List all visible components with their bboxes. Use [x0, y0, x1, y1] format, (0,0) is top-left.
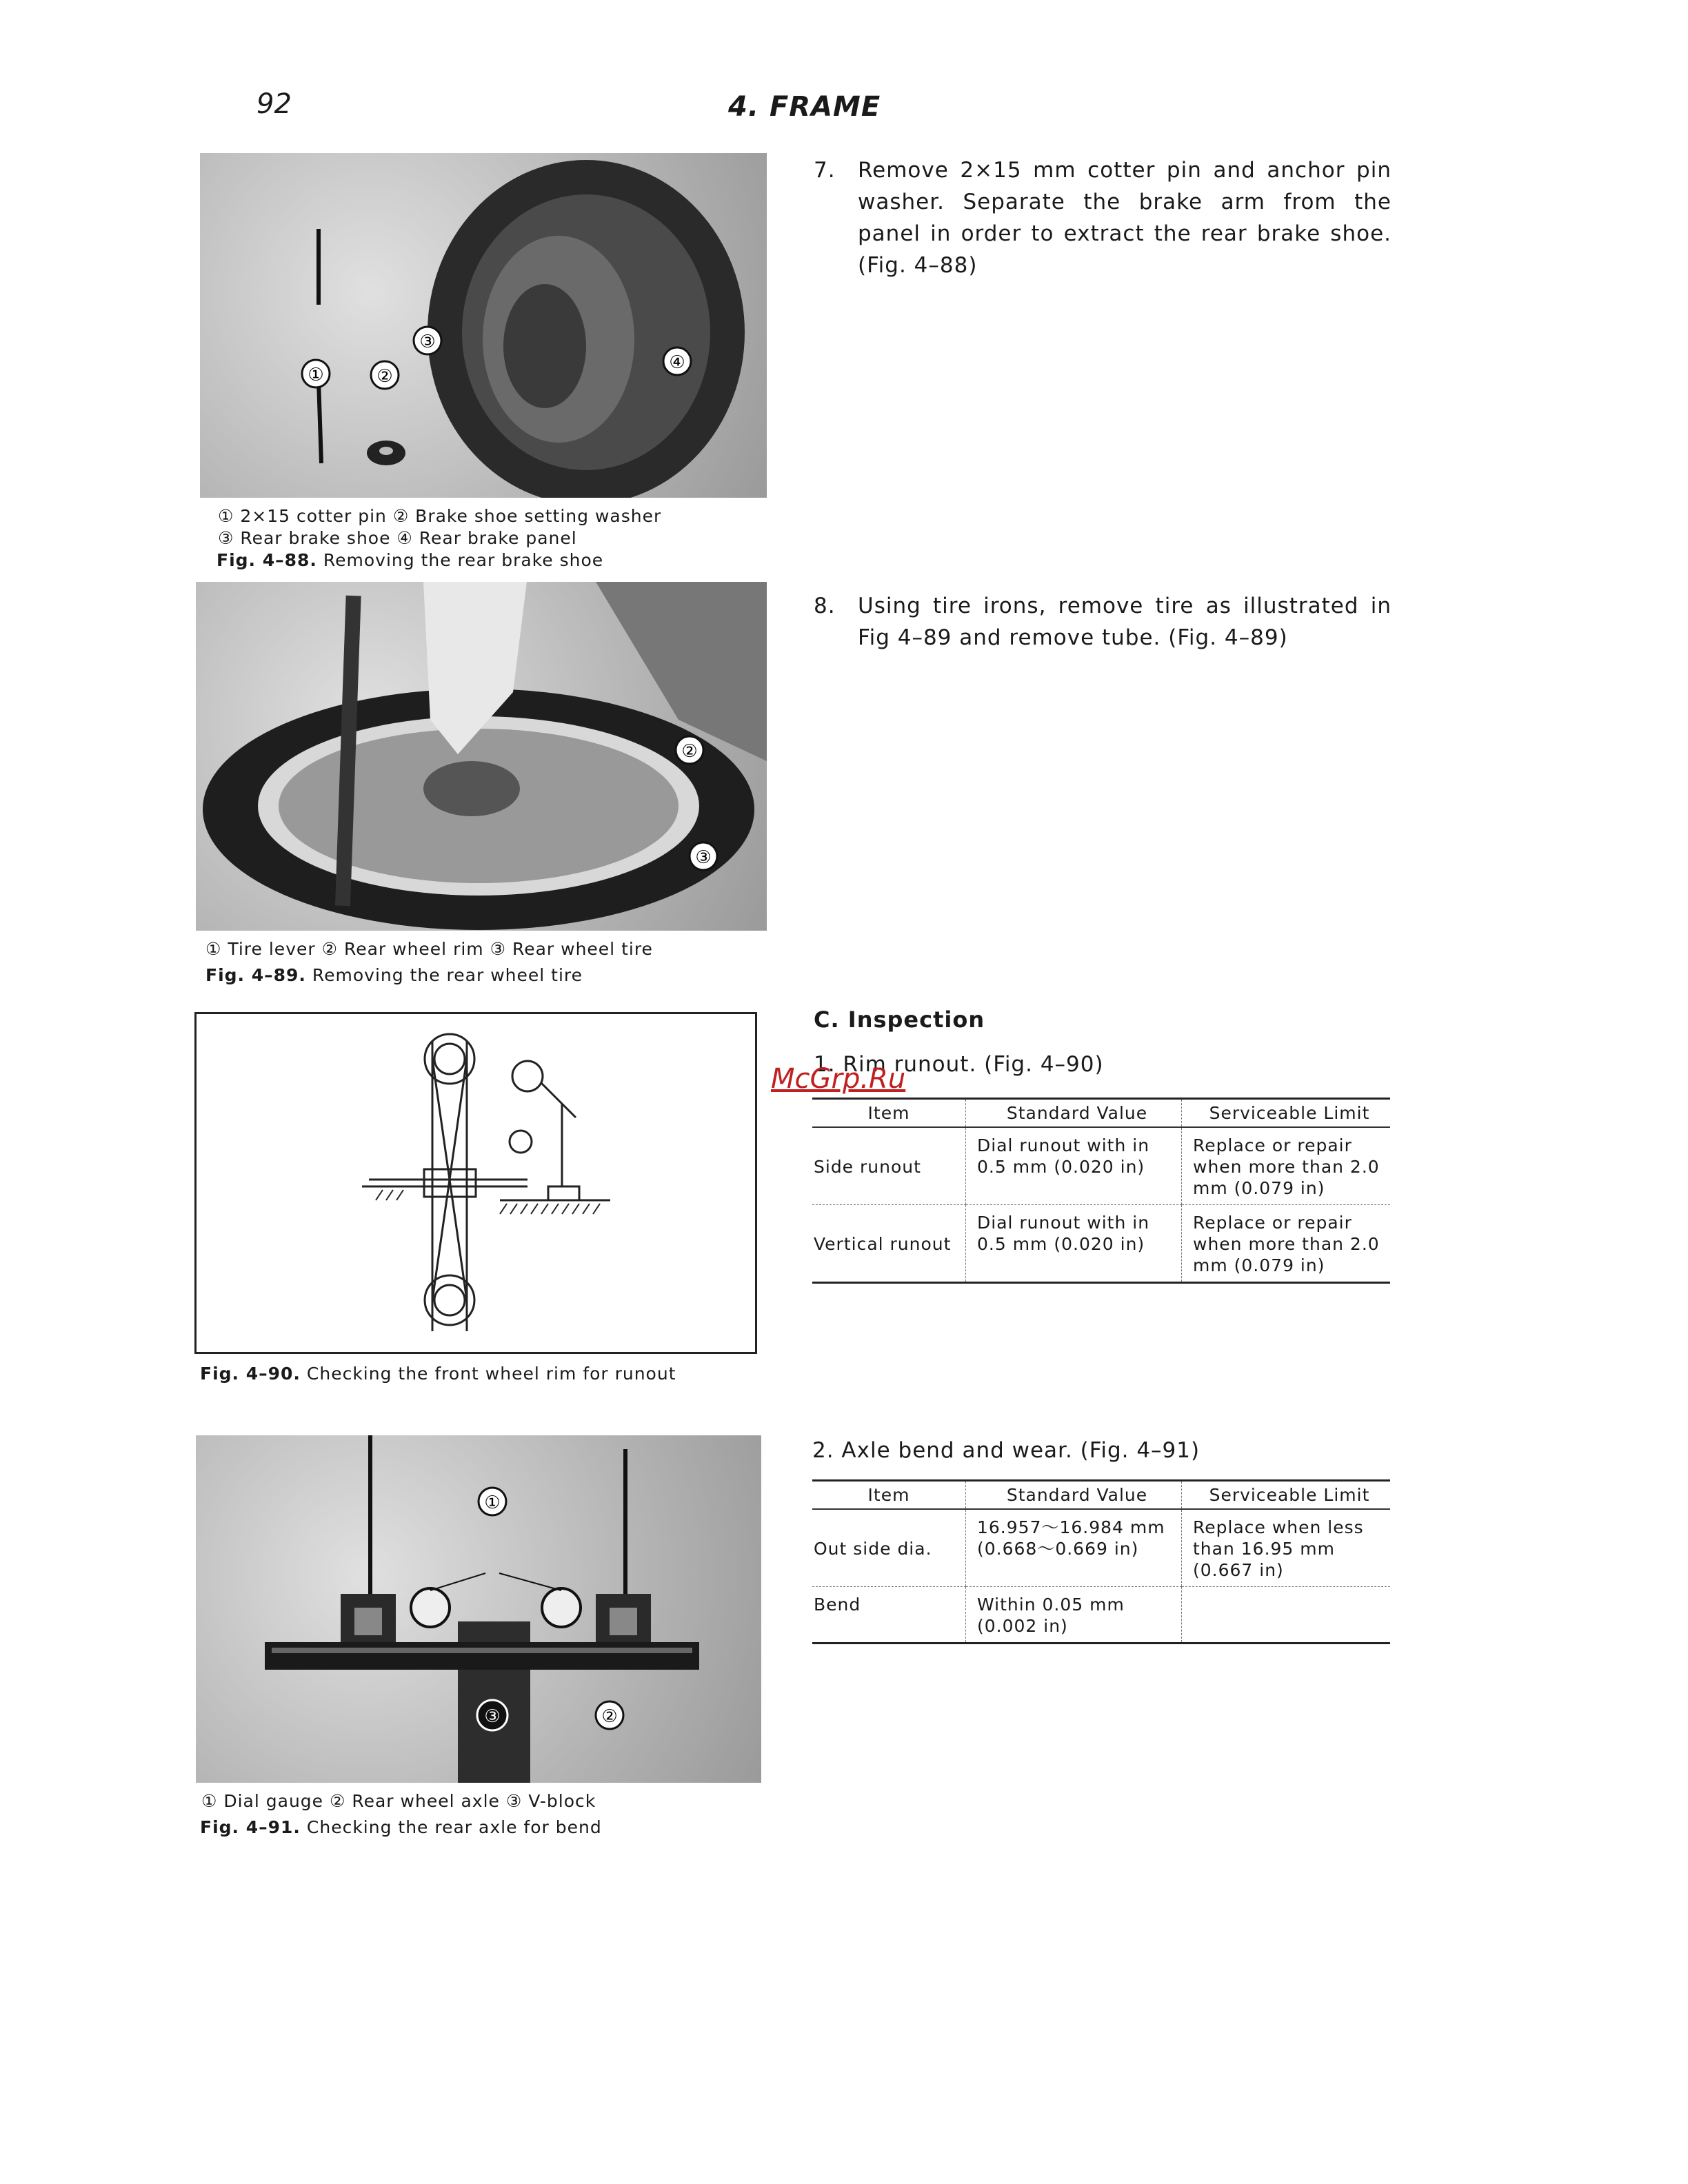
fig-4-89-legend-1: ① Tire lever ② Rear wheel rim ③ Rear wheel tire [205, 939, 653, 959]
fig-label: Fig. 4–88. [217, 550, 317, 570]
callout-1: ① [484, 1493, 501, 1513]
fig-4-90-diagram [194, 1012, 757, 1354]
cell-item: Side runout [812, 1127, 966, 1205]
fig-label: Fig. 4–91. [200, 1817, 301, 1837]
cell-standard: Within 0.05 mm (0.002 in) [966, 1587, 1182, 1644]
step-7-number: 7. [814, 158, 836, 183]
fig-title: Checking the rear axle for bend [306, 1817, 602, 1837]
cell-item: Vertical runout [814, 1234, 952, 1254]
rim-runout-diagram [197, 1014, 755, 1352]
rim-runout-table [812, 1098, 1390, 1284]
cell-limit: Replace when less than 16.95 mm (0.667 in) [1182, 1509, 1391, 1587]
fig-4-89-photo [196, 582, 767, 931]
axle-bend-illustration [196, 1435, 761, 1783]
step-7 [814, 154, 1391, 281]
fig-title: Removing the rear brake shoe [323, 550, 604, 570]
callout-3: ③ [695, 847, 712, 868]
cell-limit: Replace or repair when more than 2.0 mm (0.079 in) [1182, 1205, 1391, 1283]
fig-4-91-legend-1: ① Dial gauge ② Rear wheel axle ③ V-block [201, 1791, 596, 1811]
step-8-text: Using tire irons, remove tire as illustrated in Fig 4–89 and remove tube. (Fig. 4–89) [858, 594, 1391, 650]
callout-1: ① [308, 365, 324, 385]
table-row [812, 1509, 1390, 1587]
callout-4: ④ [669, 352, 685, 373]
watermark: McGrp.Ru [771, 1063, 906, 1095]
callout-3: ③ [419, 332, 436, 352]
col-limit: Serviceable Limit [1182, 1099, 1391, 1128]
step-8 [814, 590, 1391, 654]
table-row [812, 1205, 1390, 1283]
table-row [812, 1127, 1390, 1205]
table-row [812, 1587, 1390, 1644]
fig-label: Fig. 4–90. [200, 1364, 301, 1384]
fig-title: Checking the front wheel rim for runout [306, 1364, 676, 1384]
fig-label: Fig. 4–89. [205, 965, 306, 985]
brake-panel-illustration [200, 153, 767, 498]
col-standard: Standard Value [966, 1481, 1182, 1510]
tire-removal-illustration [196, 582, 767, 931]
fig-4-89-caption [205, 964, 583, 987]
step-8-number: 8. [814, 594, 836, 618]
rim-runout-heading: 1. Rim runout. (Fig. 4–90) [814, 1052, 1104, 1077]
col-item: Item [812, 1481, 966, 1510]
col-item: Item [812, 1099, 966, 1128]
callout-3: ③ [484, 1706, 501, 1727]
cell-item: Bend [814, 1595, 861, 1615]
fig-title: Removing the rear wheel tire [312, 965, 583, 985]
cell-standard: 16.957～16.984 mm (0.668～0.669 in) [966, 1509, 1182, 1587]
fig-4-88-caption [217, 549, 603, 572]
fig-4-91-photo [196, 1435, 761, 1783]
cell-item: Out side dia. [812, 1509, 966, 1587]
axle-bend-heading: 2. Axle bend and wear. (Fig. 4–91) [812, 1438, 1200, 1463]
fig-4-88-legend-1: ① 2×15 cotter pin ② Brake shoe setting washer [218, 506, 662, 526]
inspection-heading: C. Inspection [814, 1007, 985, 1033]
chapter-title: 4. FRAME [728, 91, 881, 123]
fig-4-91-caption [200, 1816, 602, 1839]
fig-4-90-caption [200, 1362, 676, 1385]
axle-bend-table [812, 1479, 1390, 1644]
cell-limit [1182, 1587, 1391, 1644]
col-standard: Standard Value [966, 1099, 1182, 1128]
callout-2: ② [601, 1706, 618, 1727]
fig-4-88-photo [200, 153, 767, 498]
cell-standard: Dial runout with in 0.5 mm (0.020 in) [966, 1127, 1182, 1205]
col-limit: Serviceable Limit [1182, 1481, 1391, 1510]
cell-standard: Dial runout with in 0.5 mm (0.020 in) [966, 1205, 1182, 1283]
page-number: 92 [257, 88, 292, 120]
step-7-text: Remove 2×15 mm cotter pin and anchor pin washer. Separate the brake arm from the panel in order to extract the rear brake shoe. (Fig. 4–88) [858, 158, 1391, 278]
cell-limit: Replace or repair when more than 2.0 mm (0.079 in) [1182, 1127, 1391, 1205]
fig-4-88-legend-2: ③ Rear brake shoe ④ Rear brake panel [218, 528, 577, 548]
callout-2: ② [681, 741, 698, 762]
callout-2: ② [376, 366, 393, 387]
